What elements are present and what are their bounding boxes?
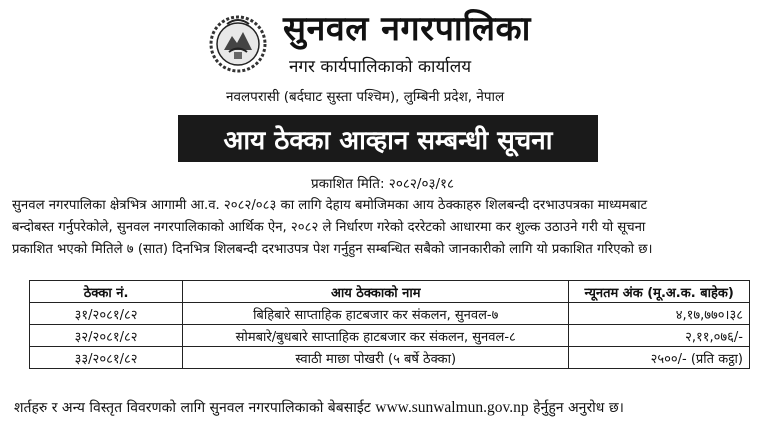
contract-name-cell: सोमबारे/बुधबारे साप्ताहिक हाटबजार कर संकलन, सुनवल-८ — [183, 325, 569, 347]
contract-no-cell: ३१/२०८१/८२ — [30, 303, 183, 325]
table-row — [30, 325, 750, 347]
notice-body-line: प्रकाशित भएको मितिले ७ (सात) दिनभित्र शिलबन्दी दरभाउपत्र पेश गर्नुहुन सम्बन्धित सबैको जानकारीको लागि यो प्रकाशित गरिएको छ। — [12, 242, 653, 257]
table-row — [30, 347, 750, 369]
contract-name-cell: बिहिबारे साप्ताहिक हाटबजार कर संकलन, सुनवल-७ — [183, 303, 569, 325]
notice-body-line: सुनवल नगरपालिका क्षेत्रभित्र आगामी आ.व. २०८२/०८३ का लागि देहाय बमोजिमका आय ठेक्काहरु शिलबन्दी दरभाउपत्रका माध्यमबाट — [12, 198, 648, 213]
municipality-title: सुनवल नगरपालिका — [283, 9, 531, 49]
office-subtitle: नगर कार्यपालिकाको कार्यालय — [289, 57, 472, 77]
published-date: प्रकाशित मिति: २०८२/०३/१८ — [311, 176, 455, 192]
notice-body — [12, 195, 772, 261]
notice-heading: आय ठेक्का आव्हान सम्बन्धी सूचना — [178, 115, 598, 162]
minimum-amount-cell: २,११,०७६/- — [569, 325, 750, 347]
office-address: नवलपरासी (बर्दघाट सुस्ता पश्चिम), लुम्बिनी प्रदेश, नेपाल — [226, 89, 505, 105]
nepal-emblem-icon — [207, 12, 269, 74]
contract-name-cell: स्वाठी माछा पोखरी (५ बर्षे ठेक्का) — [183, 347, 569, 369]
table-header-row — [30, 281, 750, 303]
notice-body-line: बन्दोबस्त गर्नुपरेकोले, सुनवल नगरपालिकाको आर्थिक ऐन, २०८२ ले निर्धारण गरेको दररेटको आधारमा कर शुल्क उठाउने गरी यो सूचना — [12, 220, 646, 235]
contract-no-cell: ३२/२०८१/८२ — [30, 325, 183, 347]
minimum-amount-cell: २५००/- (प्रति कट्ठा) — [569, 347, 750, 369]
footer-text-after: हेर्नुहुन अनुरोध छ। — [533, 400, 624, 416]
contracts-table — [29, 280, 750, 369]
table-row — [30, 303, 750, 325]
contract-no-cell: ३३/२०८१/८२ — [30, 347, 183, 369]
minimum-amount-cell: ४,१७,७७०।३८ — [569, 303, 750, 325]
header-contract-no: ठेक्का नं. — [30, 281, 183, 303]
footer-text-before: शर्तहरु र अन्य विस्तृत विवरणको लागि सुनवल नगरपालिकाको बेबसाईट — [14, 400, 371, 416]
header-minimum-amount: न्यूनतम अंक (मू.अ.क. बाहेक) — [569, 281, 750, 303]
header-contract-name: आय ठेक्काको नाम — [183, 281, 569, 303]
website-link[interactable]: www.sunwalmun.gov.np — [375, 399, 529, 416]
footer-note — [14, 398, 624, 417]
notice-header — [0, 0, 779, 105]
